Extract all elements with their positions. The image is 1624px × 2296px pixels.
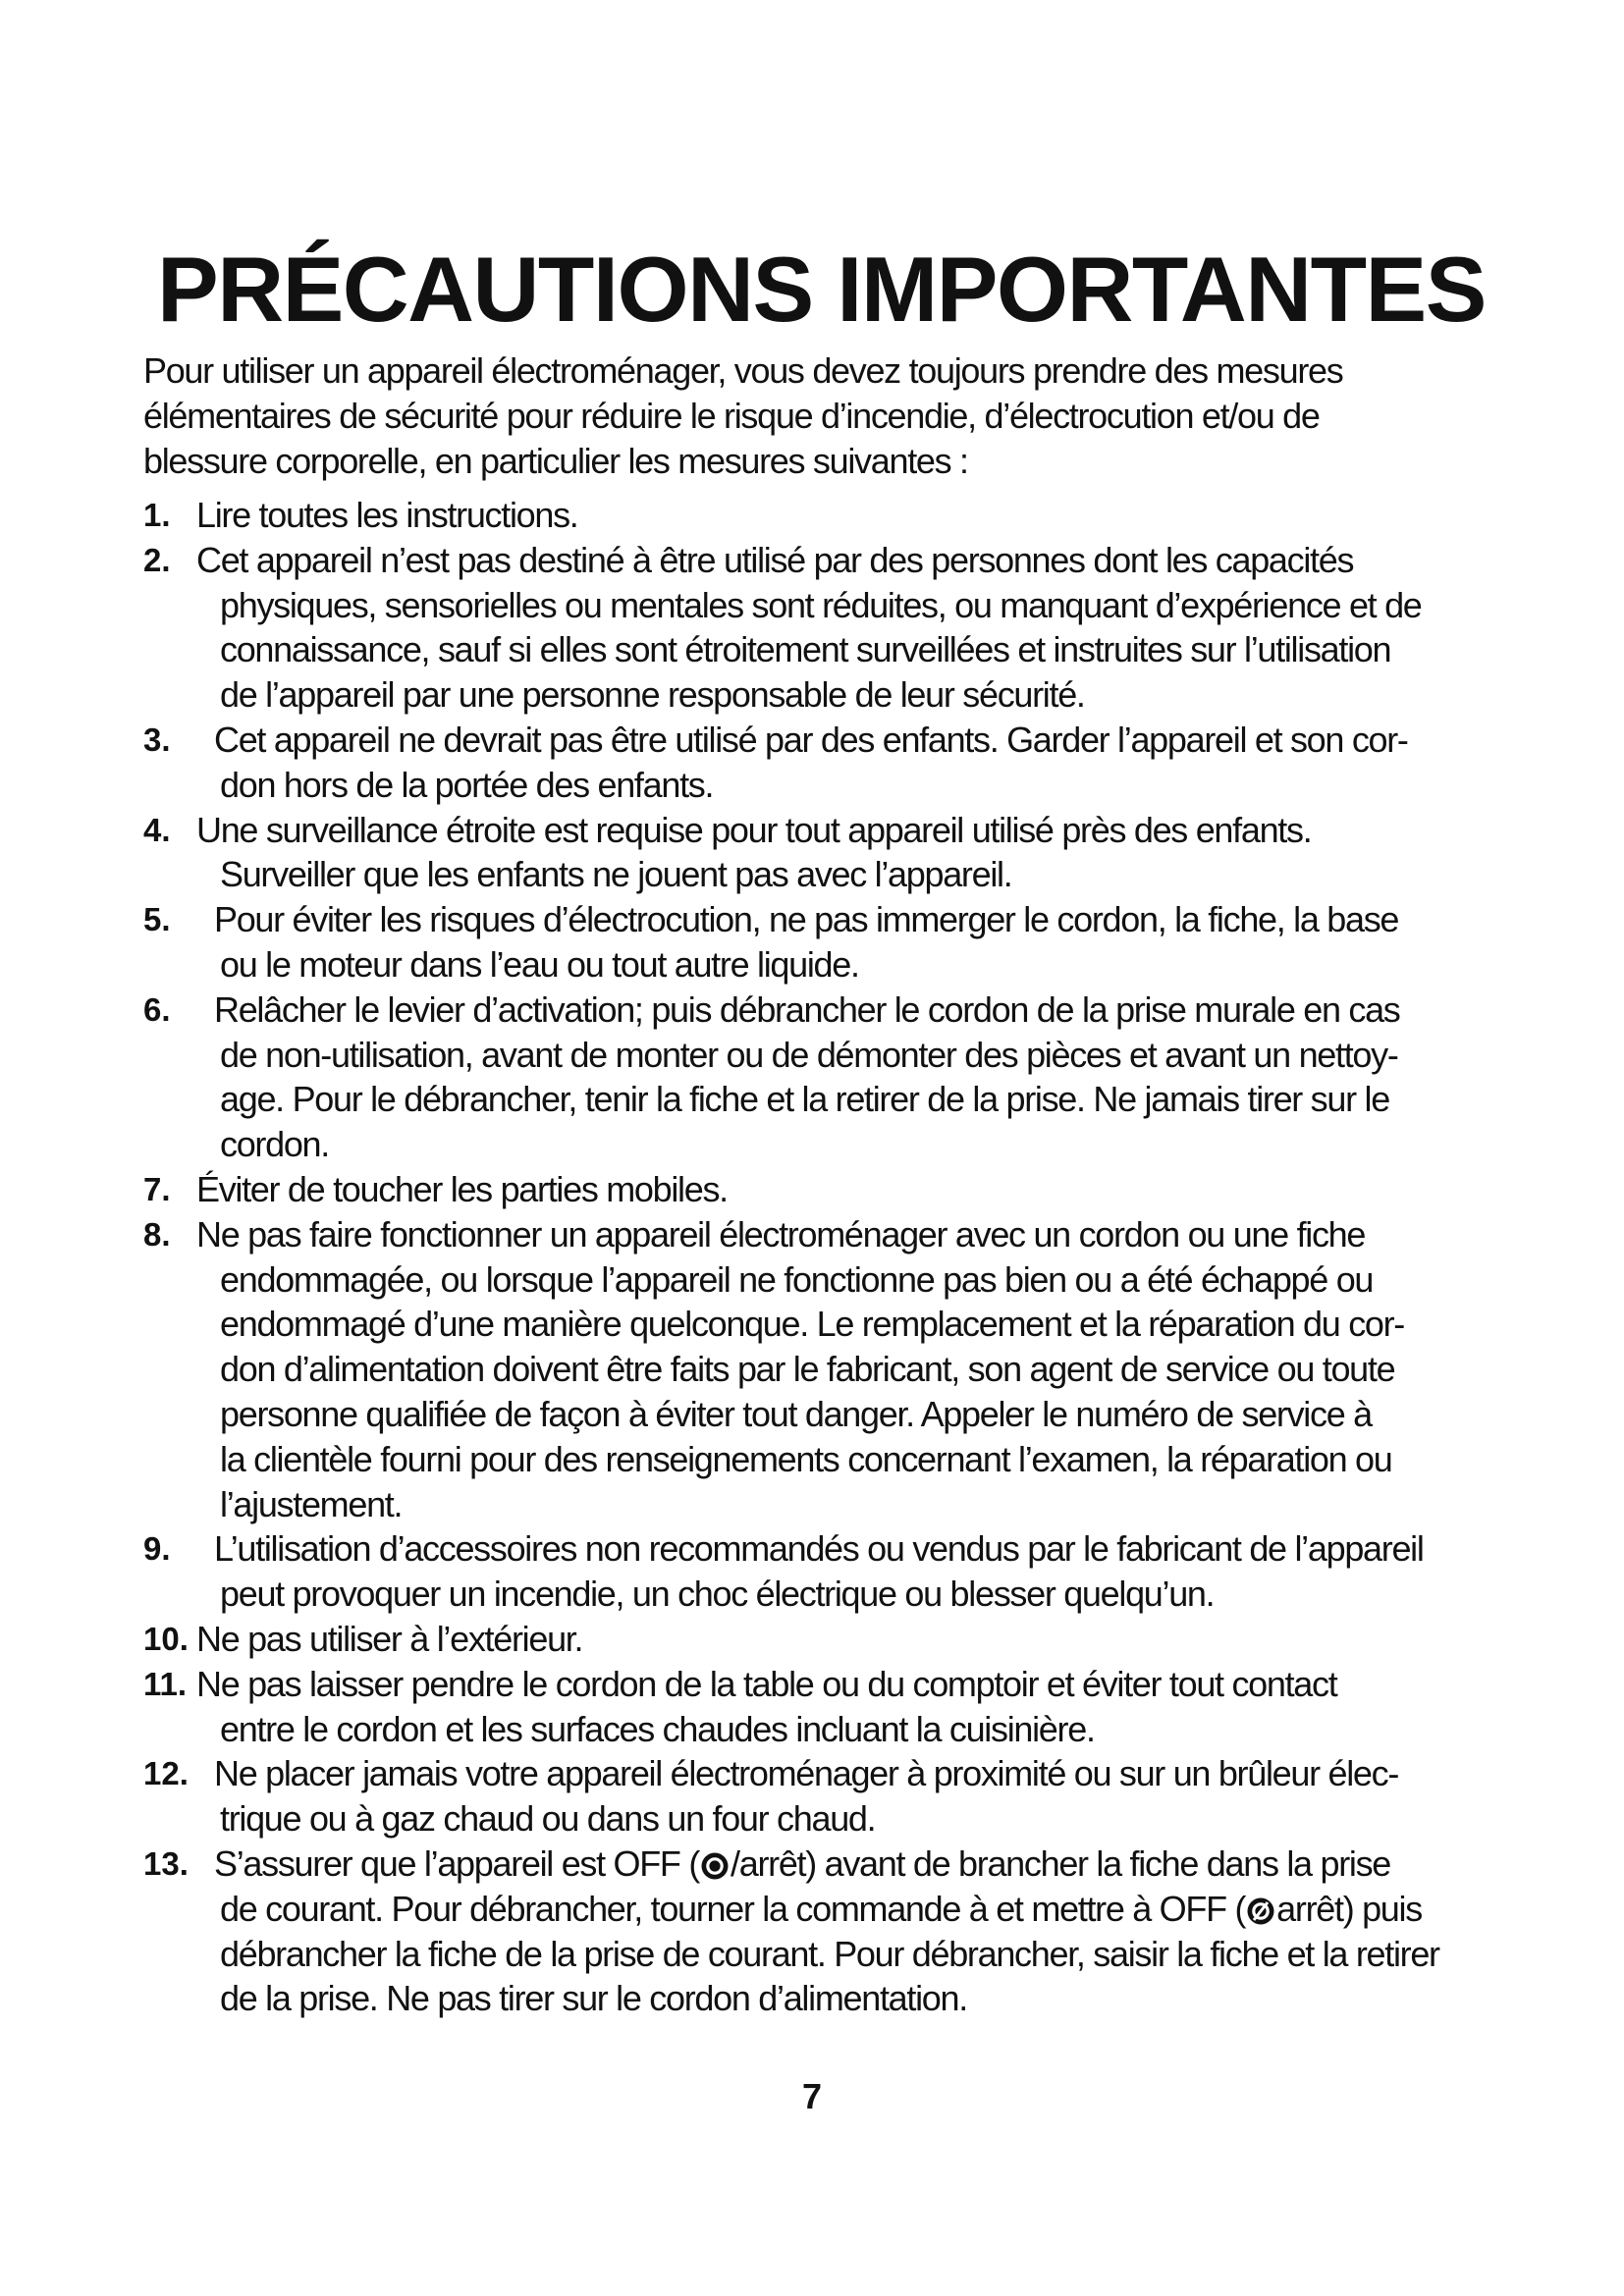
item-text [214, 1751, 1508, 1842]
item-line: Ne pas utiliser à l’extérieur. [196, 1618, 583, 1659]
item-number: 5. [143, 901, 171, 938]
item-number: 4. [143, 811, 171, 848]
item-line: Éviter de toucher les parties mobiles. [196, 1168, 728, 1209]
item-number: 3. [143, 721, 171, 758]
page-number: 7 [801, 2076, 823, 2116]
intro-line: Pour utiliser un appareil électroménager, vous devez toujours prendre des mesures [143, 350, 1343, 391]
precaution-item-6 [143, 988, 1508, 1167]
item-line: Cet appareil n’est pas destiné à être utilisé par des personnes dont les capacités [196, 539, 1354, 580]
item-line: personne qualifiée de façon à éviter tout danger. Appeler le numéro de service à [220, 1393, 1372, 1434]
item-text-fragment: de courant. Pour débrancher, tourner la commande à et mettre à OFF ( [220, 1888, 1246, 1929]
item-line: Ne pas laisser pendre le cordon de la table ou du comptoir et éviter tout contact [196, 1663, 1337, 1704]
item-line: de l’appareil par une personne responsable de leur sécurité. [220, 674, 1085, 716]
item-line: cordon. [220, 1124, 329, 1165]
item-line: la clientèle fourni pour des renseignements concernant l’examen, la réparation ou [220, 1438, 1392, 1479]
item-number: 10. [143, 1620, 189, 1657]
item-text [214, 988, 1508, 1167]
item-text [196, 1212, 1508, 1527]
intro-line: blessure corporelle, en particulier les mesures suivantes : [143, 440, 968, 481]
item-line: L’utilisation d’accessoires non recommandés ou vendus par le fabricant de l’appareil [214, 1528, 1424, 1570]
precaution-item-5 [143, 897, 1508, 988]
item-text [196, 1617, 1508, 1662]
precaution-item-10 [143, 1617, 1508, 1662]
item-number: 1. [143, 497, 171, 533]
item-number: 11. [143, 1665, 188, 1702]
item-line: l’ajustement. [220, 1483, 403, 1524]
item-number: 8. [143, 1215, 171, 1253]
intro-paragraph [143, 348, 1508, 483]
item-text [214, 1842, 1508, 2021]
item-text [196, 1167, 1508, 1212]
precautions-list [143, 493, 1508, 2021]
item-line: Ne placer jamais votre appareil électroménager à proximité ou sur un brûleur élec- [214, 1753, 1399, 1794]
item-line: connaissance, sauf si elles sont étroitement surveillées et instruites sur l’utilisation [220, 629, 1391, 670]
precaution-item-13 [143, 1842, 1508, 2021]
precaution-item-9 [143, 1526, 1508, 1617]
item-text-fragment: arrêt) puis [1276, 1888, 1422, 1929]
item-number: 9. [143, 1530, 171, 1568]
item-text-fragment: S’assurer que l’appareil est OFF ( [214, 1842, 700, 1884]
precaution-item-8 [143, 1212, 1508, 1527]
precaution-item-1 [143, 493, 1508, 538]
item-line: Ne pas faire fonctionner un appareil électroménager avec un cordon ou une fiche [196, 1213, 1366, 1255]
precaution-item-2 [143, 538, 1508, 718]
item-text [214, 1526, 1508, 1617]
page-title: PRÉCAUTIONS IMPORTANTES [157, 238, 1486, 341]
item-text [196, 493, 1508, 538]
item-line: don d’alimentation doivent être faits par le fabricant, son agent de service ou toute [220, 1349, 1395, 1390]
item-text [196, 538, 1508, 718]
intro-line: élémentaires de sécurité pour réduire le risque d’incendie, d’électrocution et/ou de [143, 395, 1320, 436]
item-text [196, 1662, 1508, 1752]
item-line: entre le cordon et les surfaces chaudes incluant la cuisinière. [220, 1708, 1095, 1749]
item-line: trique ou à gaz chaud ou dans un four chaud. [220, 1798, 876, 1840]
item-line: débrancher la fiche de la prise de courant. Pour débrancher, saisir la fiche et la retirer [220, 1933, 1439, 1974]
item-line: de non-utilisation, avant de monter ou de démonter des pièces et avant un nettoy- [220, 1034, 1398, 1075]
item-line: don hors de la portée des enfants. [220, 764, 714, 805]
item-line: de la prise. Ne pas tirer sur le cordon d’alimentation. [220, 1978, 967, 2019]
item-line: Relâcher le levier d’activation; puis débrancher le cordon de la prise murale en cas [214, 988, 1400, 1030]
item-line: Lire toutes les instructions. [196, 495, 578, 535]
item-line: Surveiller que les enfants ne jouent pas avec l’appareil. [220, 854, 1012, 895]
item-number: 13. [143, 1844, 189, 1882]
power-off-icon [700, 1851, 730, 1881]
item-line: endommagée, ou lorsque l’appareil ne fonctionne pas bien ou a été échappé ou [220, 1258, 1374, 1300]
item-number: 6. [143, 990, 171, 1028]
precaution-item-7 [143, 1167, 1508, 1212]
item-line: ou le moteur dans l’eau ou tout autre liquide. [220, 943, 859, 985]
item-line [214, 1842, 1508, 1887]
item-line: Cet appareil ne devrait pas être utilisé par des enfants. Garder l’appareil et son cor- [214, 719, 1408, 760]
item-line: peut provoquer un incendie, un choc électrique ou blesser quelqu’un. [220, 1574, 1215, 1615]
precaution-item-4 [143, 808, 1508, 898]
item-line: Pour éviter les risques d’électrocution, ne pas immerger le cordon, la fiche, la base [214, 899, 1399, 940]
item-line: age. Pour le débrancher, tenir la fiche et la retirer de la prise. Ne jamais tirer sur le [220, 1079, 1389, 1120]
item-number: 2. [143, 541, 171, 578]
item-text [214, 897, 1508, 988]
item-line: endommagé d’une manière quelconque. Le remplacement et la réparation du cor- [220, 1304, 1404, 1345]
precaution-item-3 [143, 718, 1508, 808]
precaution-item-12 [143, 1751, 1508, 1842]
item-line [220, 1887, 1508, 1932]
power-off-icon [1246, 1896, 1275, 1926]
item-number: 7. [143, 1170, 171, 1207]
item-text [214, 718, 1508, 808]
precaution-item-11 [143, 1662, 1508, 1752]
item-line: Une surveillance étroite est requise pour tout appareil utilisé près des enfants. [196, 809, 1312, 850]
item-line: physiques, sensorielles ou mentales sont réduites, ou manquant d’expérience et de [220, 584, 1422, 625]
item-number: 12. [143, 1755, 189, 1792]
item-text [196, 808, 1508, 898]
item-text-fragment: /arrêt) avant de brancher la fiche dans la prise [731, 1842, 1391, 1884]
